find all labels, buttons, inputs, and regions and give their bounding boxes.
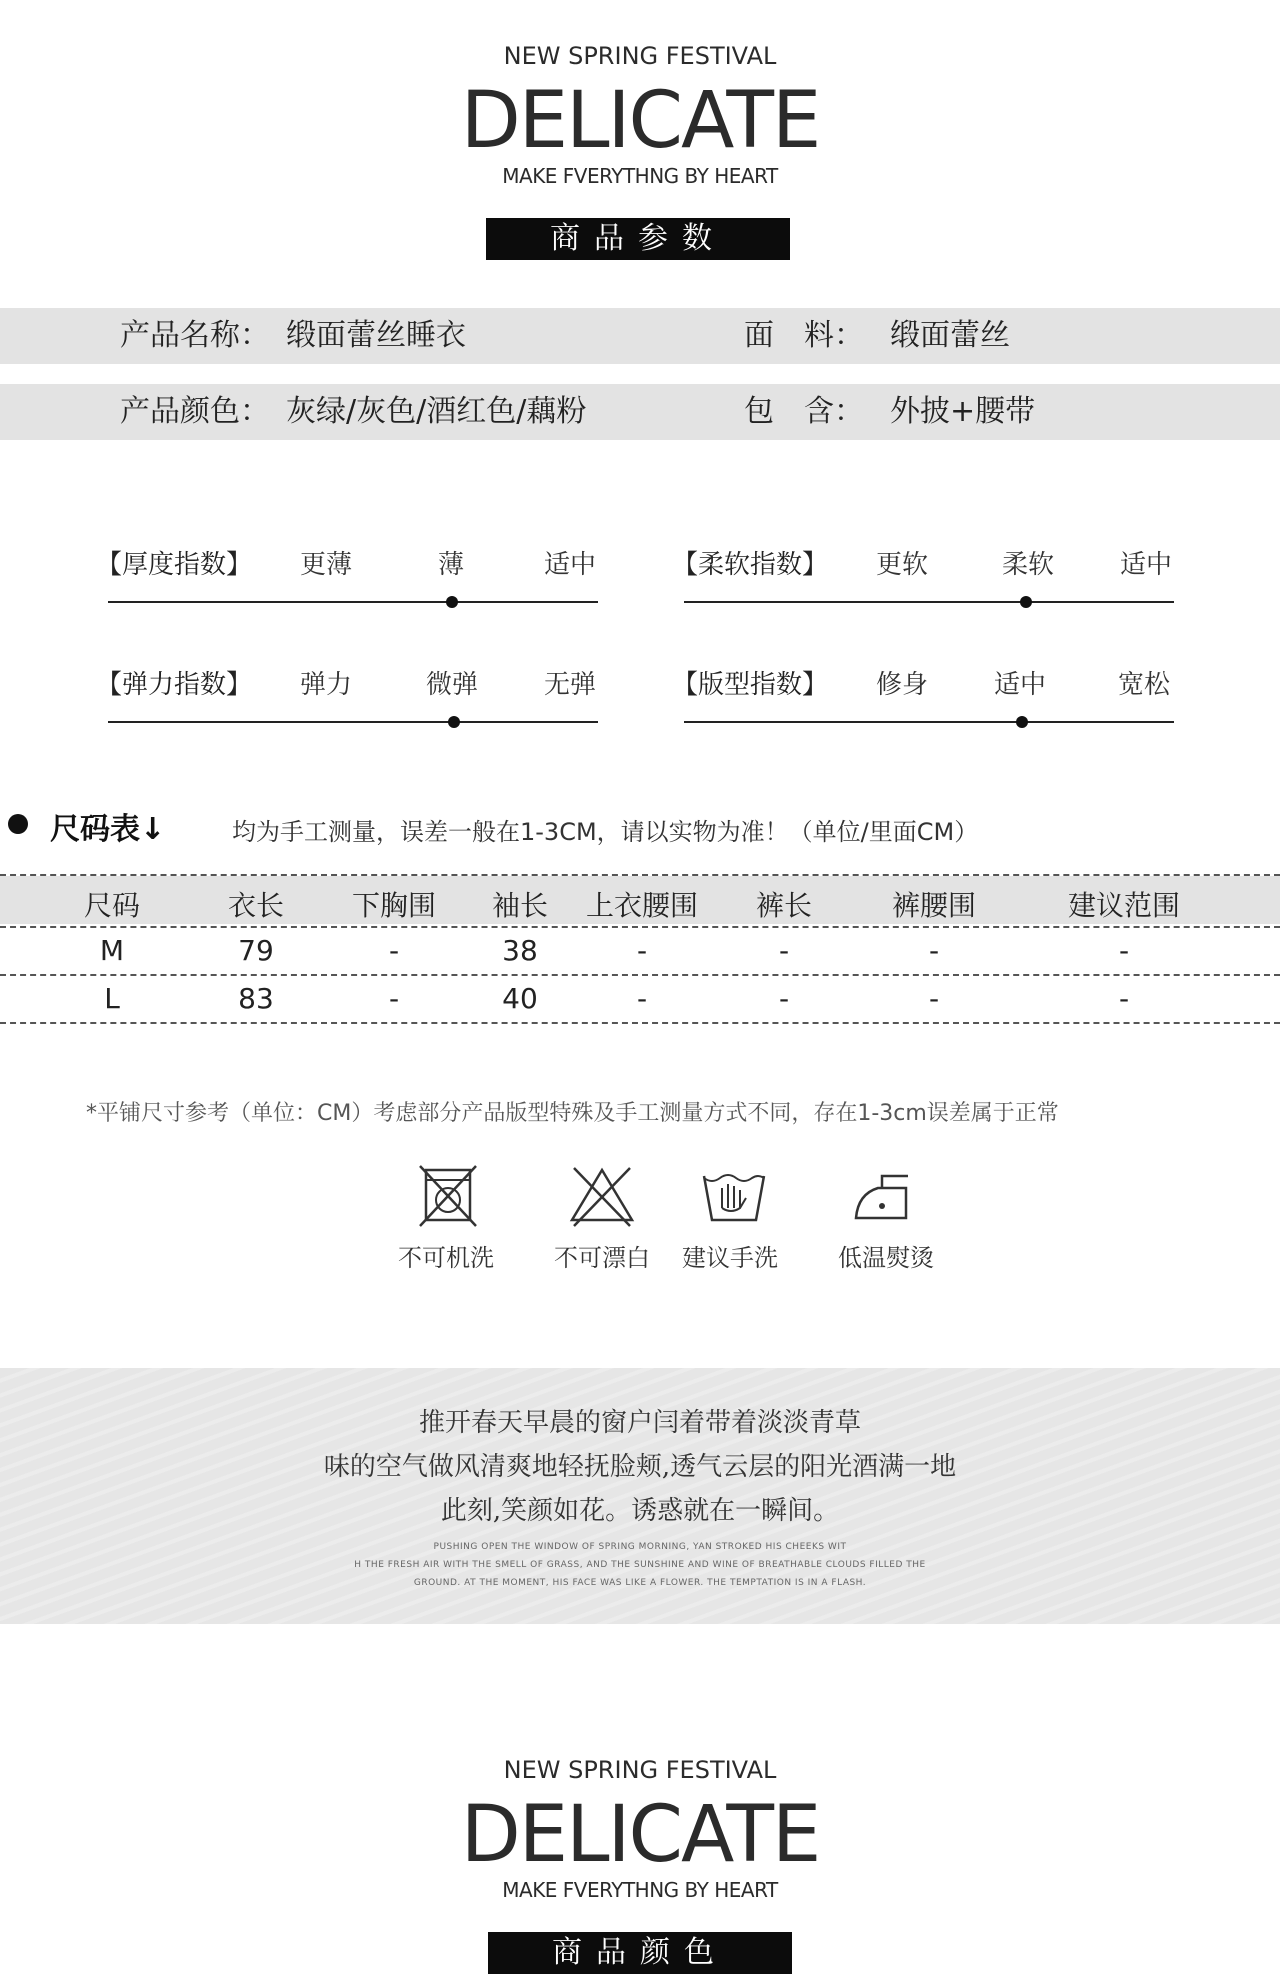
index-option: 适中: [1120, 550, 1173, 580]
table-header-cell: 裤腰围: [891, 889, 976, 922]
index-option: 适中: [994, 670, 1047, 700]
hand-wash-icon: [694, 1164, 774, 1234]
header-subtitle: MAKE FVERYTHNG BY HEART: [502, 1878, 778, 1902]
index-fit: [672, 664, 1182, 734]
size-table-note: 均为手工测量，误差一般在1-3CM，请以实物为准！（单位/里面CM）: [232, 818, 979, 846]
param-value-color: 灰绿/灰色/酒红色/藕粉: [286, 394, 587, 429]
index-marker-dot: [448, 716, 460, 728]
poem-banner: [0, 1368, 1280, 1624]
table-cell: -: [1118, 934, 1130, 967]
index-marker-dot: [1016, 716, 1028, 728]
poem-line: 此刻,笑颜如花。诱惑就在一瞬间。: [440, 1496, 840, 1526]
table-cell: -: [778, 982, 790, 1015]
care-label: 建议手洗: [682, 1244, 778, 1272]
size-table-title: 尺码表↓: [50, 812, 166, 847]
index-option: 弹力: [300, 670, 353, 700]
table-divider: [0, 874, 1280, 876]
table-cell: 38: [502, 934, 538, 967]
table-cell: -: [388, 934, 400, 967]
section-title-colors: 商品颜色: [488, 1932, 792, 1974]
low-temp-iron-icon: [842, 1164, 922, 1234]
header-title: DELICATE: [460, 76, 820, 166]
index-option: 更薄: [300, 550, 353, 580]
index-label: 【版型指数】: [672, 670, 829, 700]
poem-english-line: H THE FRESH AIR WITH THE SMELL OF GRASS, AND THE SUNSHINE AND WINE OF BREATHABLE CLOUDS FILLED THE: [354, 1560, 926, 1570]
header-tagline: NEW SPRING FESTIVAL: [503, 42, 777, 70]
care-label: 不可机洗: [398, 1244, 494, 1272]
param-label-includes: 包 含：: [744, 394, 864, 429]
no-machine-wash-icon: [408, 1164, 488, 1234]
index-scale-line: [684, 601, 1174, 603]
table-row: [0, 928, 1280, 974]
poem-line: 推开春天早晨的窗户闫着带着淡淡青草: [418, 1408, 861, 1438]
header-tagline: NEW SPRING FESTIVAL: [503, 1756, 777, 1784]
param-label-fabric: 面 料：: [744, 318, 864, 353]
table-cell: -: [388, 982, 400, 1015]
param-value-includes: 外披+腰带: [890, 394, 1036, 429]
header-title: DELICATE: [460, 1790, 820, 1880]
poem-english-line: PUSHING OPEN THE WINDOW OF SPRING MORNING, YAN STROKED HIS CHEEKS WIT: [433, 1542, 847, 1552]
poem-line: 味的空气做风清爽地轻抚脸颊,透气云层的阳光酒满一地: [323, 1452, 957, 1482]
table-cell: -: [636, 982, 648, 1015]
param-label-name: 产品名称：: [120, 318, 270, 353]
index-option: 宽松: [1118, 670, 1171, 700]
table-cell: -: [928, 982, 940, 1015]
table-header-cell: 衣长: [227, 889, 284, 922]
param-row-1: [0, 308, 1280, 364]
table-header-cell: 下胸围: [351, 889, 436, 922]
table-cell: -: [1118, 982, 1130, 1015]
table-cell: L: [104, 982, 120, 1015]
table-header-cell: 建议范围: [1067, 889, 1180, 922]
param-row-2: [0, 384, 1280, 440]
table-divider: [0, 1022, 1280, 1024]
table-cell: -: [778, 934, 790, 967]
table-row: [0, 976, 1280, 1022]
param-value-fabric: 缎面蕾丝: [890, 318, 1010, 353]
param-value-name: 缎面蕾丝睡衣: [286, 318, 466, 353]
index-softness: [672, 544, 1182, 614]
table-header-cell: 裤长: [755, 889, 812, 922]
poem-english-line: GROUND. AT THE MOMENT, HIS FACE WAS LIKE A FLOWER. THE TEMPTATION IS IN A FLASH.: [413, 1578, 867, 1588]
bullet-icon: [8, 814, 28, 834]
index-label: 【厚度指数】: [96, 550, 253, 580]
index-option: 修身: [876, 670, 929, 700]
table-cell: M: [99, 934, 125, 967]
table-cell: -: [636, 934, 648, 967]
size-table-header: [0, 876, 1280, 924]
index-option: 微弹: [426, 670, 479, 700]
index-label: 【弹力指数】: [96, 670, 253, 700]
index-label: 【柔软指数】: [672, 550, 829, 580]
table-header-cell: 尺码: [83, 889, 140, 922]
table-header-cell: 袖长: [491, 889, 548, 922]
table-cell: 79: [238, 934, 274, 967]
care-label: 不可漂白: [554, 1244, 650, 1272]
section-title-params: 商品参数: [486, 218, 790, 260]
index-option: 无弹: [544, 670, 597, 700]
index-option: 更软: [876, 550, 929, 580]
index-scale-line: [108, 721, 598, 723]
index-marker-dot: [446, 596, 458, 608]
table-cell: 40: [502, 982, 538, 1015]
header-subtitle: MAKE FVERYTHNG BY HEART: [502, 164, 778, 188]
index-option: 柔软: [1002, 550, 1055, 580]
table-cell: 83: [238, 982, 274, 1015]
index-marker-dot: [1020, 596, 1032, 608]
table-cell: -: [928, 934, 940, 967]
param-label-color: 产品颜色：: [120, 394, 270, 429]
size-footnote: *平铺尺寸参考（单位：CM）考虑部分产品版型特殊及手工测量方式不同，存在1-3cm误差属于正常: [86, 1101, 1059, 1126]
index-elasticity: [96, 664, 606, 734]
care-label: 低温熨烫: [838, 1244, 934, 1272]
index-thickness: [96, 544, 606, 614]
index-scale-line: [108, 601, 598, 603]
table-header-cell: 上衣腰围: [585, 889, 698, 922]
index-scale-line: [684, 721, 1174, 723]
index-option: 适中: [544, 550, 597, 580]
index-option: 薄: [438, 550, 465, 580]
no-bleach-icon: [562, 1164, 642, 1234]
